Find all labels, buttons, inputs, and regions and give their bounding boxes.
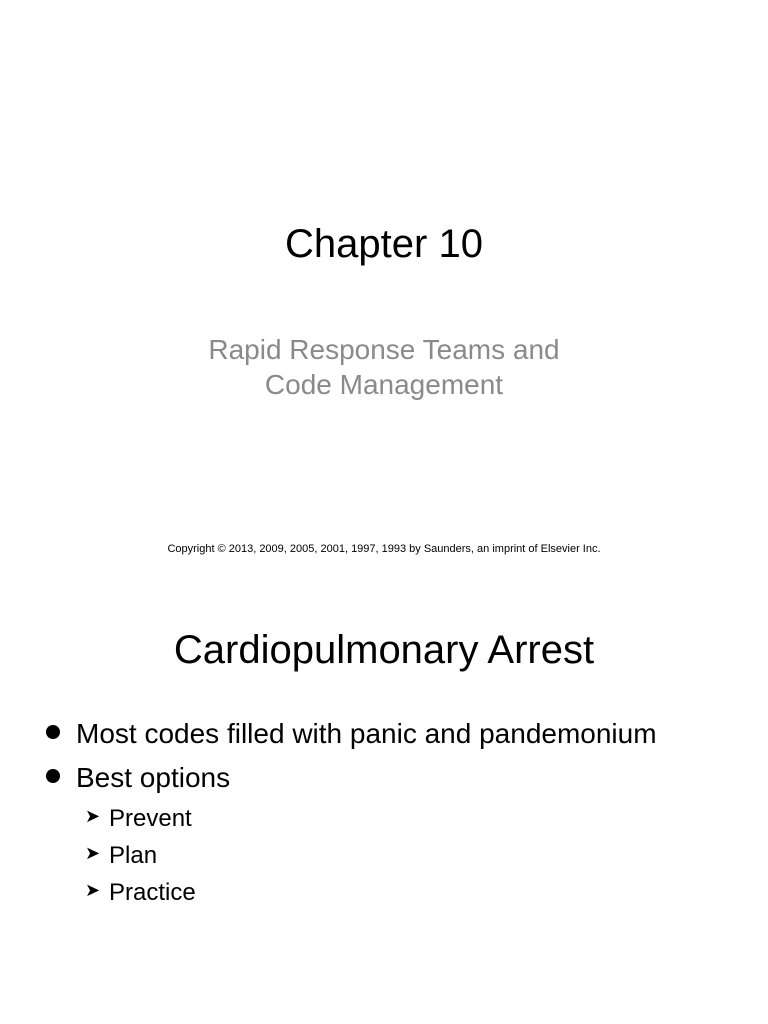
arrowhead-icon: ➤ (85, 880, 101, 900)
bullet-item (40, 712, 760, 756)
bullet-list (40, 712, 760, 800)
subbullet-item (40, 837, 760, 874)
arrowhead-icon: ➤ (85, 843, 101, 863)
subbullet-text: Prevent (109, 805, 192, 832)
bullet-text: Most codes filled with panic and pandemonium (76, 718, 657, 749)
bullet-dot-icon (46, 769, 60, 783)
bullet-dot-icon (46, 725, 60, 739)
subbullet-list (40, 800, 760, 911)
arrowhead-icon: ➤ (85, 806, 101, 826)
subbullet-text: Plan (109, 842, 158, 869)
bullet-item (40, 756, 760, 800)
chapter-title: Chapter 10 (285, 222, 483, 266)
chapter-subtitle (0, 332, 768, 402)
slide-title: Cardiopulmonary Arrest (173, 628, 595, 672)
subbullet-item (40, 874, 760, 911)
content-slide (0, 576, 768, 1024)
subtitle-line-1: Rapid Response Teams and (208, 334, 560, 365)
subbullet-item (40, 800, 760, 837)
bullet-text: Best options (76, 762, 231, 793)
subtitle-line-2: Code Management (264, 369, 504, 400)
subbullet-text: Practice (109, 879, 196, 906)
copyright-notice: Copyright © 2013, 2009, 2005, 2001, 1997, 1993 by Saunders, an imprint of Elsevier Inc. (167, 543, 601, 555)
